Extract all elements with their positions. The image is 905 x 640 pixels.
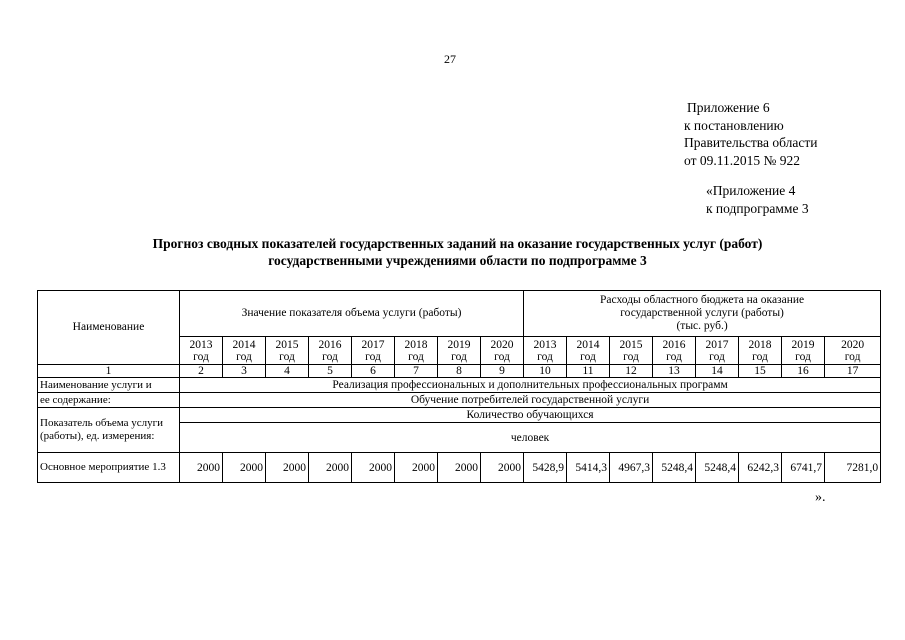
year-value: 2018 bbox=[404, 338, 428, 351]
year-header bbox=[438, 337, 481, 365]
year-word: год bbox=[322, 350, 338, 363]
year-value: 2015 bbox=[275, 338, 299, 351]
year-word: год bbox=[236, 350, 252, 363]
column-number: 7 bbox=[395, 365, 438, 378]
year-word: год bbox=[279, 350, 295, 363]
event-value: 2000 bbox=[266, 453, 309, 483]
year-word: год bbox=[408, 350, 424, 363]
year-value: 2019 bbox=[791, 338, 815, 351]
year-header bbox=[395, 337, 438, 365]
title-line: Прогноз сводных показателей государственных заданий на оказание государственных услуг (работ) bbox=[152, 236, 763, 251]
event-value: 7281,0 bbox=[825, 453, 881, 483]
column-number: 16 bbox=[782, 365, 825, 378]
year-header bbox=[782, 337, 825, 365]
indicator-value: Количество обучающихся bbox=[180, 408, 881, 423]
year-header bbox=[180, 337, 223, 365]
column-number: 17 bbox=[825, 365, 881, 378]
appendix-line: к подпрограмме 3 bbox=[706, 200, 809, 216]
year-word: год bbox=[365, 350, 381, 363]
year-header bbox=[309, 337, 352, 365]
year-word: год bbox=[709, 350, 725, 363]
closing-quote: ». bbox=[815, 490, 826, 505]
year-header bbox=[739, 337, 782, 365]
year-header bbox=[610, 337, 653, 365]
year-value: 2015 bbox=[619, 338, 643, 351]
event-value: 5248,4 bbox=[696, 453, 739, 483]
row-label: ее содержание: bbox=[38, 393, 180, 408]
event-value: 5248,4 bbox=[653, 453, 696, 483]
year-value: 2020 bbox=[841, 338, 865, 351]
year-header bbox=[223, 337, 266, 365]
title-line: государственными учреждениями области по подпрограмме 3 bbox=[268, 253, 647, 268]
column-number: 13 bbox=[653, 365, 696, 378]
column-number-row bbox=[38, 365, 881, 378]
forecast-table bbox=[37, 290, 881, 483]
event-value: 2000 bbox=[395, 453, 438, 483]
year-value: 2016 bbox=[318, 338, 342, 351]
year-value: 2020 bbox=[490, 338, 514, 351]
event-value: 2000 bbox=[309, 453, 352, 483]
event-value: 2000 bbox=[481, 453, 524, 483]
unit-value: человек bbox=[180, 423, 881, 453]
header-expenses bbox=[524, 291, 881, 337]
row-label: Показатель объема услуги (работы), ед. измерения: bbox=[38, 408, 180, 453]
year-value: 2018 bbox=[748, 338, 772, 351]
event-value: 6242,3 bbox=[739, 453, 782, 483]
column-number: 2 bbox=[180, 365, 223, 378]
column-number: 14 bbox=[696, 365, 739, 378]
column-number: 5 bbox=[309, 365, 352, 378]
column-number: 15 bbox=[739, 365, 782, 378]
year-header bbox=[524, 337, 567, 365]
column-number: 6 bbox=[352, 365, 395, 378]
column-number: 10 bbox=[524, 365, 567, 378]
page-number: 27 bbox=[444, 52, 456, 66]
row-label: Основное мероприятие 1.3 bbox=[38, 453, 180, 483]
year-value: 2017 bbox=[705, 338, 729, 351]
row-label: Наименование услуги и bbox=[38, 378, 180, 393]
appendix-reference bbox=[684, 99, 817, 169]
year-value: 2013 bbox=[533, 338, 557, 351]
year-header bbox=[567, 337, 610, 365]
year-word: год bbox=[494, 350, 510, 363]
content-value: Обучение потребителей государственной услуги bbox=[180, 393, 881, 408]
event-value: 2000 bbox=[223, 453, 266, 483]
year-word: год bbox=[451, 350, 467, 363]
event-value: 2000 bbox=[438, 453, 481, 483]
header-expenses-line: государственной услуги (работы) bbox=[620, 307, 784, 319]
header-volume: Значение показателя объема услуги (работы) bbox=[180, 291, 524, 337]
appendix-line: к постановлению bbox=[684, 117, 784, 133]
year-value: 2014 bbox=[232, 338, 256, 351]
event-value: 2000 bbox=[180, 453, 223, 483]
event-row bbox=[38, 453, 881, 483]
year-value: 2013 bbox=[189, 338, 213, 351]
column-number: 11 bbox=[567, 365, 610, 378]
year-word: год bbox=[623, 350, 639, 363]
year-word: год bbox=[193, 350, 209, 363]
column-number: 4 bbox=[266, 365, 309, 378]
event-value: 5428,9 bbox=[524, 453, 567, 483]
event-value: 5414,3 bbox=[567, 453, 610, 483]
event-value: 4967,3 bbox=[610, 453, 653, 483]
header-name: Наименование bbox=[38, 291, 180, 365]
appendix-line: Правительства области bbox=[684, 135, 818, 150]
column-number: 3 bbox=[223, 365, 266, 378]
year-value: 2019 bbox=[447, 338, 471, 351]
event-value: 6741,7 bbox=[782, 453, 825, 483]
year-word: год bbox=[844, 350, 861, 363]
year-value: 2014 bbox=[576, 338, 600, 351]
year-word: год bbox=[795, 350, 811, 363]
year-header bbox=[825, 337, 881, 365]
year-header bbox=[352, 337, 395, 365]
header-expenses-line: Расходы областного бюджета на оказание bbox=[600, 294, 805, 306]
year-value: 2017 bbox=[361, 338, 385, 351]
column-number: 1 bbox=[38, 365, 180, 378]
year-header bbox=[696, 337, 739, 365]
column-number: 12 bbox=[610, 365, 653, 378]
year-word: год bbox=[752, 350, 768, 363]
year-word: год bbox=[666, 350, 682, 363]
header-expenses-line: (тыс. руб.) bbox=[676, 320, 728, 332]
appendix-line: «Приложение 4 bbox=[706, 183, 796, 198]
event-value: 2000 bbox=[352, 453, 395, 483]
appendix-line: от 09.11.2015 № 922 bbox=[684, 152, 800, 168]
service-name-value: Реализация профессиональных и дополнительных профессиональных программ bbox=[180, 378, 881, 393]
year-header bbox=[481, 337, 524, 365]
document-title bbox=[40, 235, 875, 269]
year-word: год bbox=[537, 350, 553, 363]
year-header bbox=[266, 337, 309, 365]
year-value: 2016 bbox=[662, 338, 686, 351]
year-header bbox=[653, 337, 696, 365]
column-number: 8 bbox=[438, 365, 481, 378]
column-number: 9 bbox=[481, 365, 524, 378]
appendix-line: Приложение 6 bbox=[687, 100, 770, 115]
year-word: год bbox=[580, 350, 596, 363]
appendix-subprogram bbox=[706, 182, 809, 217]
